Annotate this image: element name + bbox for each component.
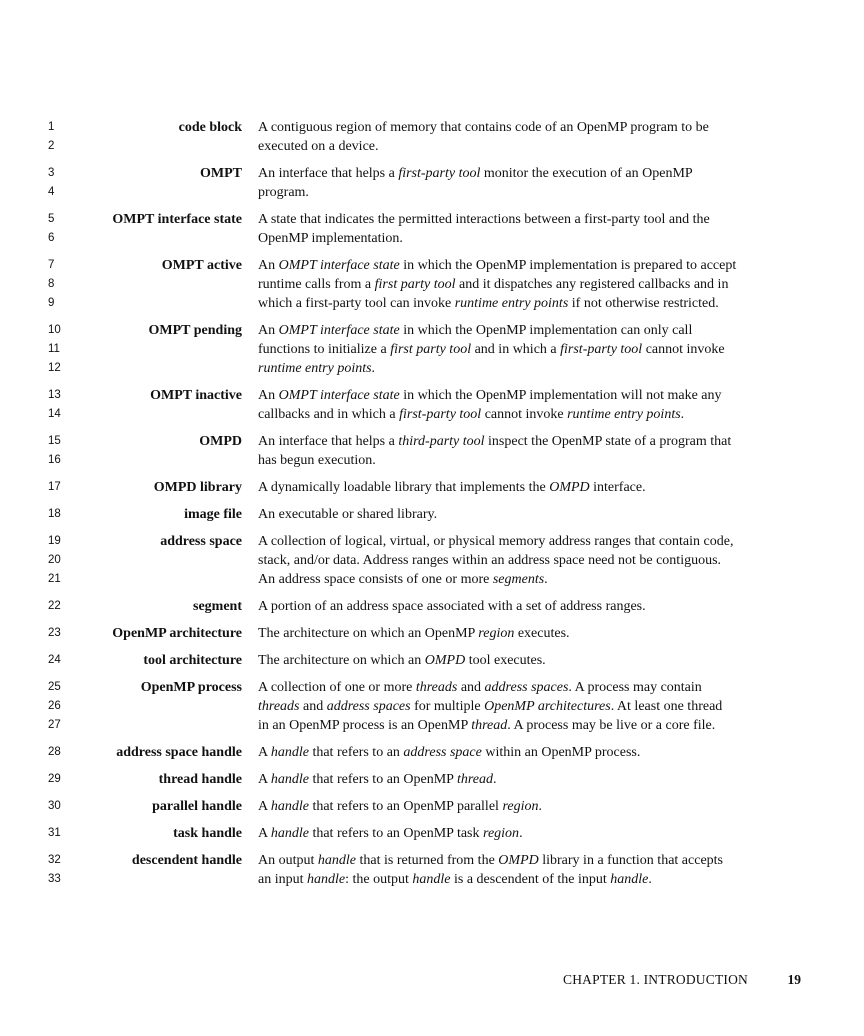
definition-text	[258, 624, 818, 643]
line-number: 6	[48, 232, 55, 244]
definition-term: OpenMP process	[140, 680, 242, 695]
definition-text	[258, 321, 818, 378]
text-segment: is a descendent of the input	[450, 872, 611, 887]
line-number: 20	[48, 554, 61, 566]
text-segment: . At least one thread	[610, 699, 723, 714]
definition-line	[258, 386, 818, 405]
text-segment: monitor the execution of an OpenMP	[480, 166, 693, 181]
definition-line	[258, 321, 818, 340]
line-number: 10	[48, 324, 61, 336]
definition-entry	[0, 386, 864, 424]
line-number: 9	[48, 297, 55, 309]
definition-line	[258, 210, 818, 229]
emphasized-term: handle	[412, 872, 451, 887]
definition-entry	[0, 432, 864, 470]
text-segment: : the output	[345, 872, 413, 887]
definition-term: OMPT	[200, 166, 242, 181]
text-segment: .	[648, 872, 652, 887]
emphasized-term: region	[478, 626, 515, 641]
definition-entry	[0, 797, 864, 816]
emphasized-term: first-party tool	[560, 342, 643, 357]
text-segment: stack, and/or data. Address ranges within an address space need not be contiguous.	[258, 553, 722, 568]
definition-text	[258, 386, 818, 424]
definition-line	[258, 797, 818, 816]
definition-line	[258, 137, 818, 156]
text-segment: An	[258, 388, 279, 403]
text-segment: OpenMP implementation.	[258, 231, 403, 246]
definition-entry	[0, 597, 864, 616]
definition-text	[258, 505, 818, 524]
definition-term: code block	[178, 120, 242, 135]
definition-line	[258, 294, 818, 313]
definition-term: address space handle	[116, 745, 242, 760]
definition-text	[258, 851, 818, 889]
text-segment: in which the OpenMP implementation can only call	[399, 323, 693, 338]
text-segment: An interface that helps a	[258, 166, 399, 181]
line-number: 2	[48, 140, 55, 152]
emphasized-term: handle	[270, 745, 309, 760]
emphasized-term: handle	[610, 872, 649, 887]
text-segment: An address space consists of one or more	[258, 572, 493, 587]
emphasized-term: OMPD	[549, 480, 590, 495]
emphasized-term: runtime entry points	[454, 296, 569, 311]
text-segment: in an OpenMP process is an OpenMP	[258, 718, 472, 733]
text-segment: and in which a	[471, 342, 561, 357]
emphasized-term: OMPD	[424, 653, 466, 668]
text-segment: A collection of logical, virtual, or physical memory address ranges that contain code,	[258, 534, 734, 549]
definition-line	[258, 505, 818, 524]
text-segment: in which the OpenMP implementation will not make any	[399, 388, 722, 403]
definition-text	[258, 432, 818, 470]
line-number: 13	[48, 389, 61, 401]
definition-entry	[0, 743, 864, 762]
text-segment: .	[493, 772, 497, 787]
emphasized-term: handle	[307, 872, 346, 887]
text-segment: A	[258, 799, 271, 814]
definition-entry	[0, 118, 864, 156]
text-segment: interface.	[589, 480, 646, 495]
text-segment: .	[519, 826, 523, 841]
definition-text	[258, 678, 818, 735]
line-number: 19	[48, 535, 61, 547]
definition-line	[258, 743, 818, 762]
definition-term: tool architecture	[143, 653, 242, 668]
definition-line	[258, 697, 818, 716]
footer-chapter-title: CHAPTER 1. INTRODUCTION	[563, 972, 748, 987]
text-segment: library in a function that accepts	[538, 853, 723, 868]
definition-line	[258, 275, 818, 294]
line-number: 23	[48, 627, 61, 639]
text-segment: An output	[258, 853, 318, 868]
line-number: 18	[48, 508, 61, 520]
emphasized-term: first party tool	[374, 277, 456, 292]
text-segment: A	[258, 826, 271, 841]
text-segment: has begun execution.	[258, 453, 376, 468]
page-number: 19	[787, 972, 801, 987]
line-number: 11	[48, 343, 60, 355]
definition-term: OMPT pending	[148, 323, 242, 338]
definition-line	[258, 770, 818, 789]
emphasized-term: region	[483, 826, 520, 841]
line-number: 26	[48, 700, 61, 712]
definition-term: image file	[184, 507, 242, 522]
definition-line	[258, 164, 818, 183]
line-number: 28	[48, 746, 61, 758]
line-number: 32	[48, 854, 61, 866]
text-segment: cannot invoke	[642, 342, 725, 357]
text-segment: and it dispatches any registered callbacks and in	[455, 277, 729, 292]
emphasized-term: address spaces	[326, 699, 411, 714]
definition-text	[258, 118, 818, 156]
page-footer	[0, 972, 864, 992]
text-segment: A state that indicates the permitted interactions between a first-party tool and the	[258, 212, 710, 227]
line-number: 5	[48, 213, 55, 225]
definition-term: OpenMP architecture	[112, 626, 242, 641]
definition-line	[258, 405, 818, 424]
definition-line	[258, 478, 818, 497]
text-segment: callbacks and in which a	[258, 407, 400, 422]
definition-text	[258, 824, 818, 843]
text-segment: in which the OpenMP implementation is prepared to accept	[399, 258, 737, 273]
definition-entry	[0, 824, 864, 843]
definition-line	[258, 340, 818, 359]
definition-term: OMPT active	[161, 258, 242, 273]
line-number: 1	[48, 121, 55, 133]
emphasized-term: handle	[270, 799, 309, 814]
emphasized-term: OMPD	[498, 853, 539, 868]
line-number: 7	[48, 259, 55, 271]
definition-entry	[0, 770, 864, 789]
text-segment: that refers to an OpenMP task	[308, 826, 484, 841]
text-segment: . A process may be live or a core file.	[507, 718, 716, 733]
text-segment: if not otherwise restricted.	[568, 296, 719, 311]
definition-entry	[0, 210, 864, 248]
text-segment: cannot invoke	[481, 407, 568, 422]
line-number: 21	[48, 573, 61, 585]
emphasized-term: handle	[270, 772, 309, 787]
emphasized-term: handle	[317, 853, 356, 868]
emphasized-term: threads	[415, 680, 458, 695]
line-number: 3	[48, 167, 55, 179]
definition-text	[258, 164, 818, 202]
definition-text	[258, 210, 818, 248]
definition-term: segment	[193, 599, 242, 614]
definition-term: OMPD library	[153, 480, 242, 495]
text-segment: that refers to an OpenMP	[308, 772, 457, 787]
text-segment: and	[299, 699, 327, 714]
definition-term: address space	[160, 534, 242, 549]
definition-line	[258, 570, 818, 589]
line-number: 12	[48, 362, 61, 374]
text-segment: which a first-party tool can invoke	[258, 296, 455, 311]
emphasized-term: third-party tool	[398, 434, 485, 449]
definition-line	[258, 851, 818, 870]
line-number: 22	[48, 600, 61, 612]
text-segment: .	[371, 361, 376, 376]
definition-term: descendent handle	[131, 853, 242, 868]
text-segment: that refers to an	[308, 745, 404, 760]
definition-text	[258, 256, 818, 313]
emphasized-term: OMPT interface state	[278, 323, 400, 338]
definition-line	[258, 551, 818, 570]
text-segment: within an OpenMP process.	[481, 745, 641, 760]
text-segment: executed on a device.	[258, 139, 379, 154]
definition-entry	[0, 164, 864, 202]
definition-term: task handle	[173, 826, 242, 841]
definition-term: OMPD	[199, 434, 242, 449]
definition-line	[258, 256, 818, 275]
text-segment: functions to initialize a	[258, 342, 391, 357]
text-segment: A	[258, 772, 271, 787]
text-segment: .	[538, 799, 542, 814]
line-number: 15	[48, 435, 61, 447]
definition-line	[258, 118, 818, 137]
emphasized-term: handle	[270, 826, 309, 841]
definition-term: thread handle	[158, 772, 242, 787]
line-number: 17	[48, 481, 61, 493]
definition-text	[258, 651, 818, 670]
text-segment: for multiple	[410, 699, 485, 714]
line-number: 14	[48, 408, 61, 420]
definition-entry	[0, 678, 864, 735]
definition-line	[258, 824, 818, 843]
text-segment: inspect the OpenMP state of a program that	[484, 434, 732, 449]
definition-line	[258, 451, 818, 470]
text-segment: an input	[258, 872, 307, 887]
emphasized-term: address space	[403, 745, 482, 760]
definition-text	[258, 743, 818, 762]
definition-entry	[0, 851, 864, 889]
emphasized-term: threads	[258, 699, 300, 714]
line-number: 16	[48, 454, 61, 466]
text-segment: An executable or shared library.	[258, 507, 438, 522]
emphasized-term: OMPT interface state	[278, 388, 400, 403]
definition-line	[258, 597, 818, 616]
definition-term: OMPT inactive	[150, 388, 242, 403]
line-number: 25	[48, 681, 61, 693]
text-segment: tool executes.	[465, 653, 546, 668]
text-segment: executes.	[514, 626, 570, 641]
definition-line	[258, 870, 818, 889]
text-segment: An	[258, 323, 279, 338]
line-number: 30	[48, 800, 61, 812]
definition-text	[258, 532, 818, 589]
text-segment: program.	[258, 185, 309, 200]
text-segment: A	[258, 745, 271, 760]
emphasized-term: address spaces	[484, 680, 569, 695]
definitions-list	[0, 118, 864, 897]
emphasized-term: first party tool	[390, 342, 472, 357]
text-segment: An	[258, 258, 279, 273]
text-segment: that is returned from the	[356, 853, 499, 868]
emphasized-term: runtime entry points	[258, 361, 372, 376]
emphasized-term: first-party tool	[399, 407, 482, 422]
definition-text	[258, 770, 818, 789]
definition-line	[258, 432, 818, 451]
line-number: 31	[48, 827, 61, 839]
definition-term: OMPT interface state	[112, 212, 242, 227]
line-number: 33	[48, 873, 61, 885]
text-segment: A contiguous region of memory that contains code of an OpenMP program to be	[258, 120, 709, 135]
text-segment: runtime calls from a	[258, 277, 375, 292]
text-segment: .	[544, 572, 548, 587]
definition-line	[258, 678, 818, 697]
line-number: 4	[48, 186, 55, 198]
definition-entry	[0, 624, 864, 643]
text-segment: The architecture on which an	[258, 653, 425, 668]
definition-text	[258, 797, 818, 816]
definition-line	[258, 229, 818, 248]
definition-entry	[0, 321, 864, 378]
definition-term: parallel handle	[152, 799, 242, 814]
definition-text	[258, 597, 818, 616]
definition-line	[258, 651, 818, 670]
definition-entry	[0, 651, 864, 670]
emphasized-term: region	[502, 799, 539, 814]
definition-entry	[0, 532, 864, 589]
emphasized-term: thread	[456, 772, 493, 787]
text-segment: .	[680, 407, 685, 422]
text-segment: A portion of an address space associated with a set of address ranges.	[258, 599, 646, 614]
line-number: 24	[48, 654, 61, 666]
definition-text	[258, 478, 818, 497]
emphasized-term: runtime entry points	[567, 407, 681, 422]
text-segment: A dynamically loadable library that implements the	[258, 480, 550, 495]
definition-entry	[0, 256, 864, 313]
emphasized-term: OMPT interface state	[278, 258, 400, 273]
text-segment: An interface that helps a	[258, 434, 399, 449]
line-number: 27	[48, 719, 61, 731]
text-segment: and	[457, 680, 485, 695]
definition-line	[258, 624, 818, 643]
text-segment: . A process may contain	[568, 680, 702, 695]
text-segment: that refers to an OpenMP parallel	[308, 799, 503, 814]
line-number: 8	[48, 278, 55, 290]
emphasized-term: segments	[492, 572, 545, 587]
definition-line	[258, 532, 818, 551]
definition-entry	[0, 478, 864, 497]
emphasized-term: first-party tool	[398, 166, 481, 181]
line-number: 29	[48, 773, 61, 785]
emphasized-term: thread	[471, 718, 508, 733]
definition-line	[258, 716, 818, 735]
text-segment: The architecture on which an OpenMP	[258, 626, 479, 641]
definition-line	[258, 183, 818, 202]
definition-line	[258, 359, 818, 378]
definition-entry	[0, 505, 864, 524]
text-segment: A collection of one or more	[258, 680, 416, 695]
emphasized-term: OpenMP architectures	[484, 699, 611, 714]
